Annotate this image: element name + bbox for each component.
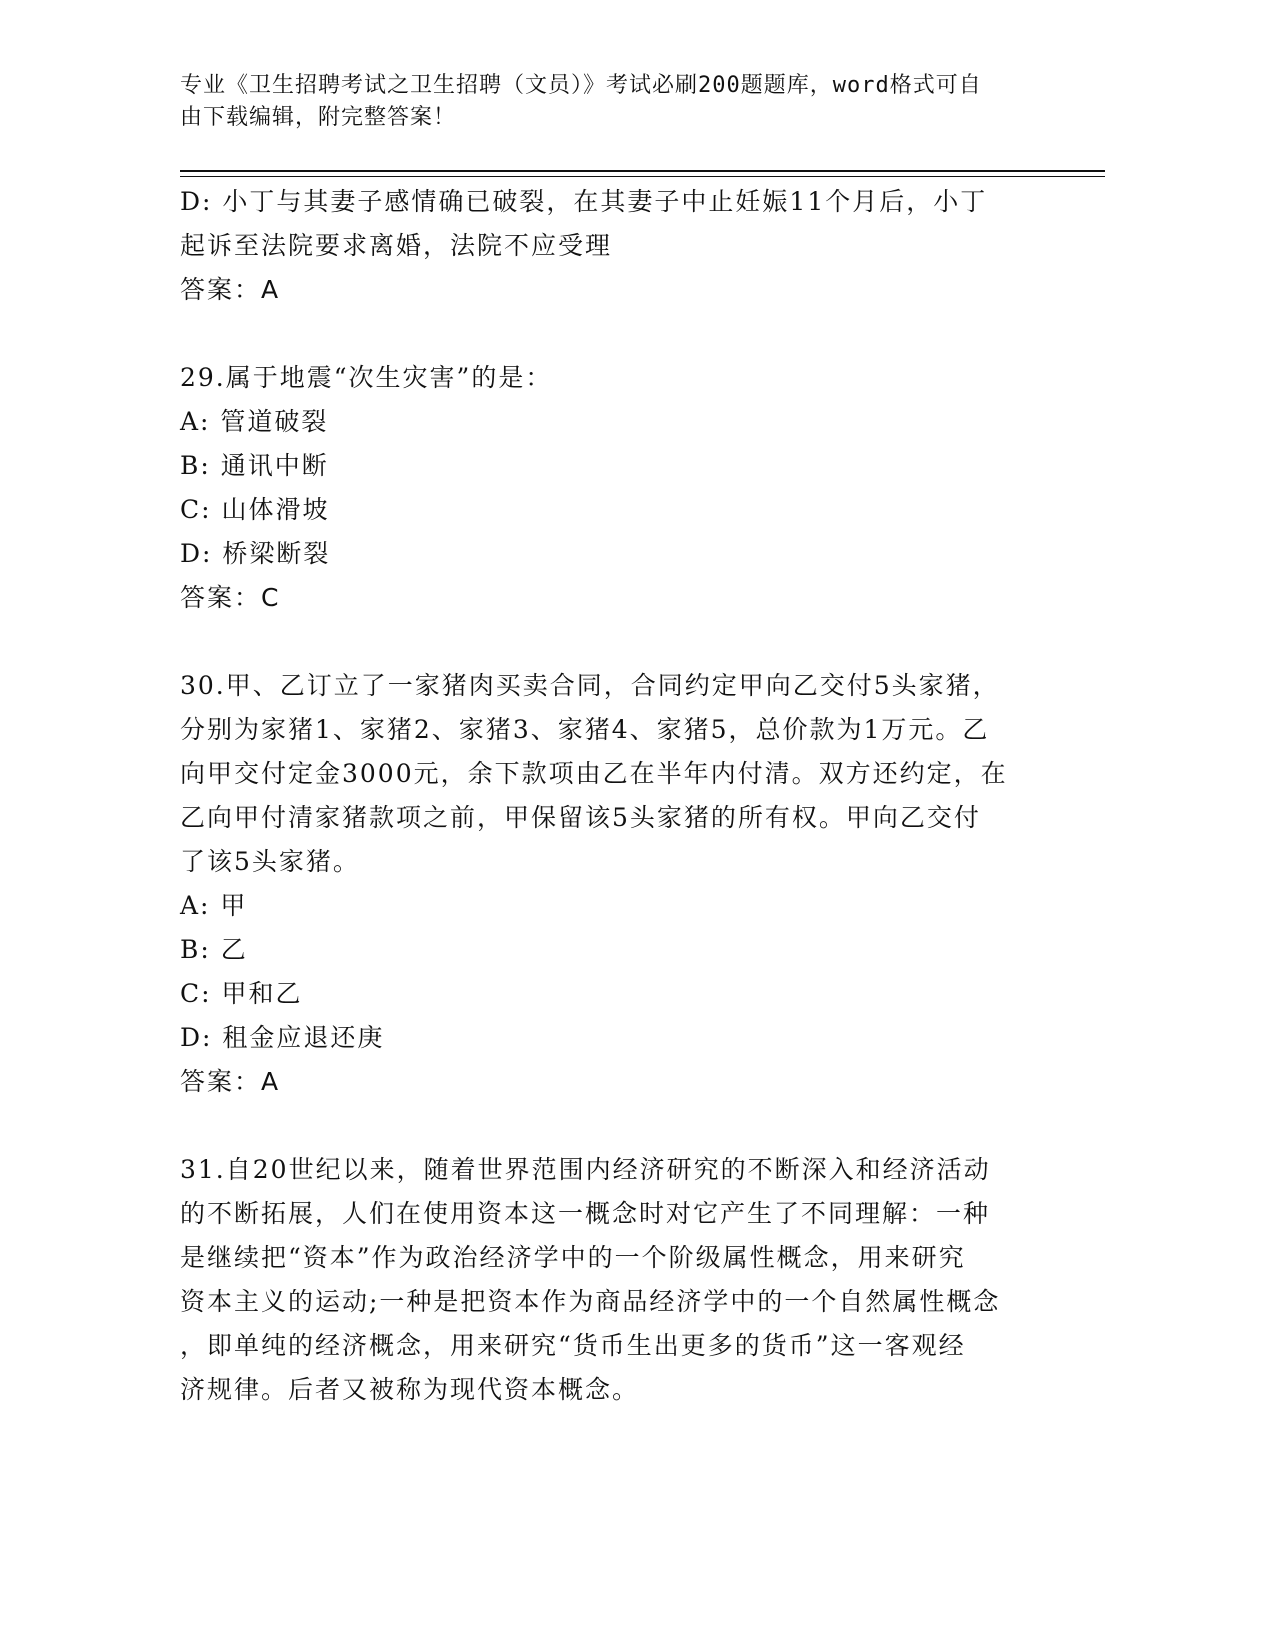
question-stem-line: 的不断拓展，人们在使用资本这一概念时对它产生了不同理解：一种 [180, 1199, 991, 1228]
document-header [180, 70, 1060, 134]
option-a: A: 管道破裂 [180, 407, 329, 436]
option-c: C: 甲和乙 [180, 979, 303, 1008]
question-stem-line: 是继续把“资本”作为政治经济学中的一个阶级属性概念，用来研究 [180, 1243, 966, 1272]
option-d: D: 小丁与其妻子感情确已破裂，在其妻子中止妊娠11个月后，小丁 [180, 187, 988, 216]
question-stem-line: 31.自20世纪以来，随着世界范围内经济研究的不断深入和经济活动 [180, 1155, 991, 1184]
header-line-1: 专业《卫生招聘考试之卫生招聘（文员）》考试必刷200题题库，word格式可自 [180, 73, 982, 98]
question-28-tail [180, 180, 1060, 312]
question-31 [180, 1148, 1060, 1412]
question-stem-line: 济规律。后者又被称为现代资本概念。 [180, 1375, 640, 1404]
question-29 [180, 356, 1060, 620]
header-rule-thick [180, 170, 1105, 172]
option-a: A: 甲 [180, 891, 248, 920]
question-stem-line: ，即单纯的经济概念，用来研究“货币生出更多的货币”这一客观经 [180, 1331, 966, 1360]
question-stem-line: 资本主义的运动;一种是把资本作为商品经济学中的一个自然属性概念 [180, 1287, 1001, 1316]
question-stem-line: 分别为家猪1、家猪2、家猪3、家猪4、家猪5，总价款为1万元。乙 [180, 715, 990, 744]
document-body [180, 180, 1060, 1412]
question-stem-line: 乙向甲付清家猪款项之前，甲保留该5头家猪的所有权。甲向乙交付 [180, 803, 981, 832]
header-line-2: 由下载编辑，附完整答案！ [180, 105, 457, 130]
answer-line: 答案：A [180, 275, 281, 304]
question-stem: 29.属于地震“次生灾害”的是： [180, 363, 553, 392]
header-rule-thin [180, 176, 1105, 177]
option-d-continued: 起诉至法院要求离婚，法院不应受理 [180, 231, 613, 260]
answer-line: 答案：C [180, 583, 281, 612]
option-d: D: 租金应退还庚 [180, 1023, 385, 1052]
question-30 [180, 664, 1060, 1104]
question-stem-line: 30.甲、乙订立了一家猪肉买卖合同，合同约定甲向乙交付5头家猪， [180, 671, 1000, 700]
option-c: C: 山体滑坡 [180, 495, 330, 524]
option-b: B: 乙 [180, 935, 248, 964]
question-stem-line: 了该5头家猪。 [180, 847, 360, 876]
option-b: B: 通讯中断 [180, 451, 329, 480]
answer-line: 答案：A [180, 1067, 281, 1096]
option-d: D: 桥梁断裂 [180, 539, 331, 568]
question-stem-line: 向甲交付定金3000元，余下款项由乙在半年内付清。双方还约定，在 [180, 759, 1008, 788]
